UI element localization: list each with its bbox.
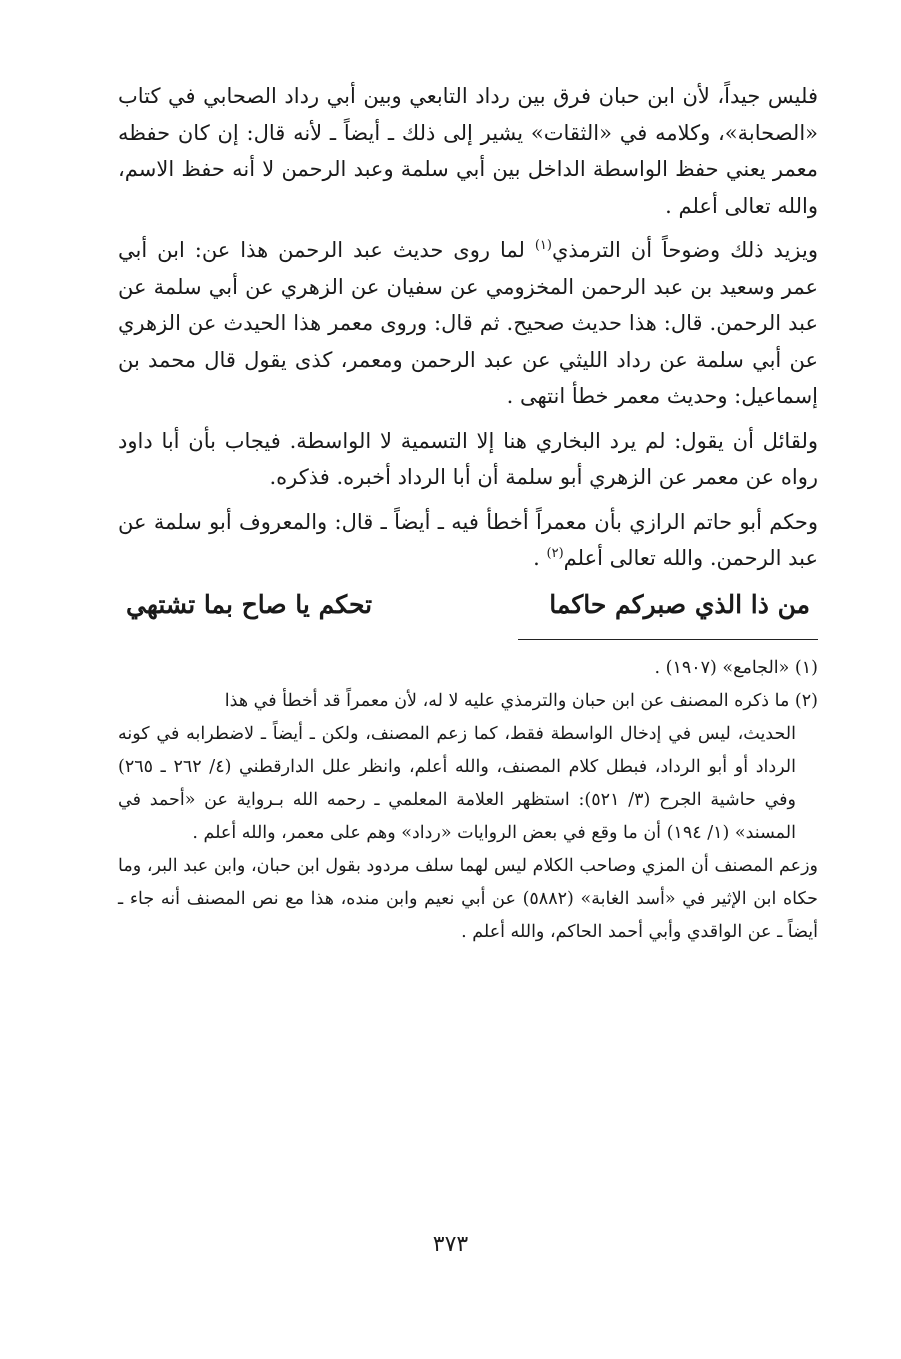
body-paragraph-2 <box>118 232 818 415</box>
footnote-2-first-line: (٢) ما ذكره المصنف عن ابن حبان والترمذي عليه لا له، لأن معمراً قد أخطأ في هذا <box>224 690 818 711</box>
footnote-divider <box>518 639 818 640</box>
body-paragraph-3: ولقائل أن يقول: لم يرد البخاري هنا إلا التسمية لا الواسطة. فيجاب بأن أبا داود رواه عن معمر عن الزهري أبو سلمة أن أبا الرداد أخبره. فذكره. <box>118 428 818 489</box>
verse-first-hemistich: من ذا الذي صبركم حاكما <box>549 589 810 619</box>
page-number: ٣٧٣ <box>432 1232 469 1257</box>
body-paragraph-1: فليس جيداً، لأن ابن حبان فرق بين رداد التابعي وبين أبي رداد الصحابي في كتاب «الصحابة»، وكلامه في «الثقات» يشير إلى ذلك ـ أيضاً ـ لأنه قال: إن كان حفظه معمر يعني حفظ الواسطة الداخل بين أبي سلمة وعبد الرحمن لا أنه حفظ الاسم، والله تعالى أعلم . <box>118 84 818 218</box>
paragraph-2-text-start: ويزيد ذلك وضوحاً أن الترمذي <box>551 238 818 262</box>
footnote-2-continuation: الحديث، ليس في إدخال الواسطة فقط، كما زعم المصنف، ولكن ـ أيضاً ـ لاضطرابه في كونه الرداد أو أبو الرداد، فبطل كلام المصنف، والله أعلم، وانظر علل الدارقطني (٤/ ٢٦٢ ـ ٢٦٥) وفي حاشية الجرح (٣/ ٥٢١): استظهر العلامة المعلمي ـ رحمه الله بـرواية عن «أحمد في المسند» (١/ ١٩٤) أن ما وقع في بعض الروايات «رداد» وهم على معمر، والله أعلم . <box>118 723 796 843</box>
footnote-1: (١) «الجامع» (١٩٠٧) . <box>654 657 818 678</box>
paragraph-4-text-start: وحكم أبو حاتم الرازي بأن معمراً أخطأ فيه ـ أيضاً ـ قال: والمعروف أبو سلمة عن عبد الرحمن. والله تعالى أعلم <box>118 509 818 570</box>
body-paragraph-4 <box>118 504 818 577</box>
footnote-ref-1[interactable]: (١) <box>534 238 552 253</box>
footnote-ref-2[interactable]: (٢) <box>546 546 564 561</box>
verse-second-hemistich: تحكم يا صاح بما تشتهي <box>126 589 373 619</box>
poetry-verse <box>126 585 810 625</box>
paragraph-2-text-end: لما روى حديث عبد الرحمن هذا عن: ابن أبي عمر وسعيد بن عبد الرحمن المخزومي عن سفيان عن الزهري عن أبي سلمة عن عبد الرحمن. قال: هذا حديث صحيح. ثم قال: وروى معمر هذا الحيدث عن الزهري عن أبي سلمة عن رداد الليثي عن عبد الرحمن ومعمر، كذى يقول قال محمد بن إسماعيل: وحديث معمر خطأ انتهى . <box>118 238 818 408</box>
page-content <box>118 78 818 949</box>
paragraph-4-text-end: . <box>533 546 547 570</box>
footnote-2-second-paragraph: وزعم المصنف أن المزي وصاحب الكلام ليس لهما سلف مردود بقول ابن حبان، وابن عبد البر، وما حكاه ابن الإثير في «أسد الغابة» (٥٨٨٢) عن أبي نعيم وابن منده، هذا مع نص المصنف أنه جاء ـ أيضاً ـ عن الواقدي وأبي أحمد الحاكم، والله أعلم . <box>118 855 818 942</box>
